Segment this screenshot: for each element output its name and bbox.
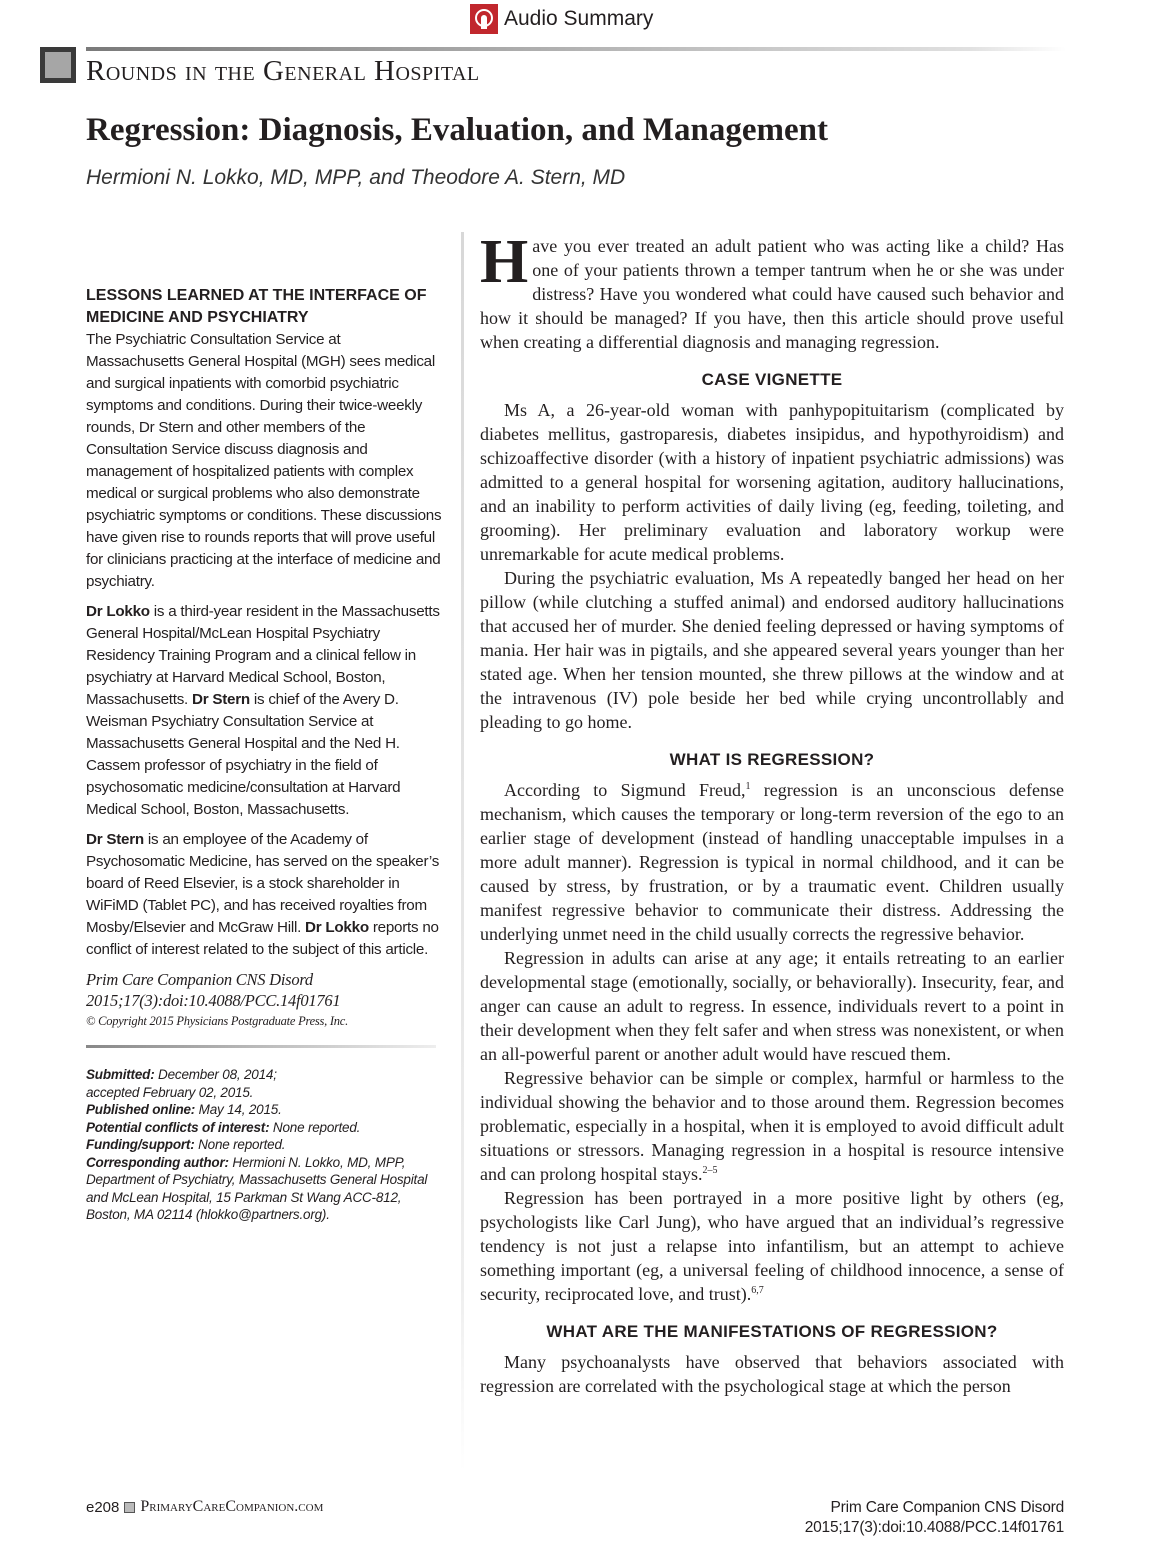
meta-line: accepted February 02, 2015. xyxy=(86,1084,254,1100)
column-divider xyxy=(461,232,464,1472)
meta-line: Submitted: December 08, 2014; xyxy=(86,1067,277,1082)
paragraph: Many psychoanalysts have observed that behaviors associated with regression are correlated with the psychological stage at which the person xyxy=(480,1352,1064,1396)
meta-line: Potential conflicts of interest: None reported. xyxy=(86,1119,361,1135)
footer-journal: Prim Care Companion CNS Disord xyxy=(830,1499,1064,1516)
section-square-icon xyxy=(40,47,76,83)
meta-line: Funding/support: None reported. xyxy=(86,1137,286,1152)
meta-line: Published online: May 14, 2015. xyxy=(86,1102,282,1117)
heading-case-vignette: CASE VIGNETTE xyxy=(701,370,843,389)
citation-line: Prim Care Companion CNS Disord xyxy=(86,970,313,989)
author-bio xyxy=(86,601,442,821)
section-title: Rounds in the General Hospital xyxy=(86,55,480,87)
paragraph: During the psychiatric evaluation, Ms A repeatedly banged her head on her pillow (while clutching a stuffed animal) and endorsed auditory hallucinations that accused her of murder. She denied feeling depressed or having symptoms of mania. Her hair was in pigtails, and she appeared several years younger than her stated age. When her tension mounted, she threw pillows at the window and at the intravenous (IV) pole beside her bed while crying uncontrollably and pleading to go home. xyxy=(480,568,1064,732)
paragraph: Regressive behavior can be simple or complex, harmful or harmless to the individual showing the behavior and to those around them. Regression becomes problematic, especially in a hospital, when it is employed to avoid difficult adult situations or stressors. Managing regression in a hospital is resource intensive and can prolong hospital stays.$^{2-5}$ xyxy=(480,1068,1064,1184)
meta-line: Corresponding author: Hermioni N. Lokko, MD, MPP, Department of Psychiatry, Massachusetts General Hospital and McLean Hospital, 15 Parkman St Wang ACC-812, Boston, MA 02114 (hlokko@partners.org). xyxy=(86,1154,428,1222)
disclosure-name: Dr Stern xyxy=(86,831,144,848)
sidebar-rule xyxy=(86,1045,436,1048)
sidebar-heading: LESSONS LEARNED AT THE INTERFACE OF MEDICINE AND PSYCHIATRY xyxy=(86,287,427,326)
bio-name: Dr Stern xyxy=(191,691,250,708)
citation-line: 2015;17(3):doi:10.4088/PCC.14f01761 xyxy=(86,991,341,1010)
paragraph: Regression in adults can arise at any age; it entails retreating to an earlier developmental stage (emotionally, socially, or behaviorally). Insecurity, fear, and anger can cause an adult to regress. In essence, individuals revert to a point in their development when they felt safer and when stress was nonexistent, or when an all-powerful parent or another adult would have rescued them. xyxy=(480,948,1064,1064)
article-authors: Hermioni N. Lokko, MD, MPP, and Theodore A. Stern, MD xyxy=(86,166,626,189)
sidebar-intro: The Psychiatric Consultation Service at Massachusetts General Hospital (MGH) sees medical and surgical inpatients with comorbid psychiatric symptoms and conditions. During their twice-weekly rounds, Dr Stern and other members of the Consultation Service discuss diagnosis and management of hospitalized patients with complex medical or surgical problems who also demonstrate psychiatric symptoms or conditions. These discussions have given rise to rounds reports that will prove useful for clinicians practicing at the interface of medicine and psychiatry. xyxy=(86,331,442,590)
footer-right xyxy=(805,1498,1064,1538)
heading-what-is-regression: WHAT IS REGRESSION? xyxy=(669,750,875,769)
paragraph: Ms A, a 26-year-old woman with panhypopituitarism (complicated by diabetes mellitus, gastroparesis, diabetes insipidus, and hypothyroidism) and schizoaffective disorder (with a history of inpatient psychiatric admissions) was admitted to a general hospital for worsening agitation, auditory hallucinations, and an inability to perform activities of daily living (eg, feeding, toileting, and grooming). Her preliminary evaluation and laboratory workup were unremarkable for acute medical problems. xyxy=(480,400,1064,564)
bio-text: is a third-year resident in the Massachusetts General Hospital/McLean Hospital Psychiatry Residency Training Program and a clinical fellow in psychiatry at Harvard Medical School, Boston, Massachusetts. xyxy=(86,603,440,708)
disclosure-text: is an employee of the Academy of Psychosomatic Medicine, has served on the speaker’s board of Reed Elsevier, is a stock shareholder in WiFiMD (Tablet PC), and has received royalties from Mosby/Elsevier and McGraw Hill. xyxy=(86,831,440,936)
reference[interactable]: 6,7 xyxy=(751,1285,764,1296)
section-rule xyxy=(86,47,1066,51)
audio-summary-link[interactable] xyxy=(470,4,653,34)
audio-summary-label: Audio Summary xyxy=(504,7,654,30)
article-title: Regression: Diagnosis, Evaluation, and Management xyxy=(86,112,828,148)
footer-doi: 2015;17(3):doi:10.4088/PCC.14f01761 xyxy=(804,1519,1064,1536)
disclosure-text: reports no conflict of interest related to the subject of this article. xyxy=(86,919,439,958)
drop-cap: H xyxy=(480,228,529,296)
bio-name: Dr Lokko xyxy=(86,603,150,620)
article-body xyxy=(480,228,1064,1398)
footer-left xyxy=(86,1498,323,1516)
audio-speaker-icon xyxy=(470,4,498,34)
site-link[interactable]: PrimaryCareCompanion.com xyxy=(140,1498,324,1515)
article-meta xyxy=(86,1066,442,1224)
disclosure xyxy=(86,829,442,961)
copyright: © Copyright 2015 Physicians Postgraduate Press, Inc. xyxy=(86,1014,348,1028)
page-number: e208 xyxy=(86,1498,120,1516)
intro-paragraph: Have you ever treated an adult patient who was acting like a child? Has one of your patients thrown a temper tantrum when he or she was under distress? Have you wondered what could have caused such behavior and how it should be managed? If you have, then this article should prove useful when creating a differential diagnosis and managing regression. xyxy=(480,228,1064,352)
disclosure-name: Dr Lokko xyxy=(305,919,369,936)
paragraph: According to Sigmund Freud,$^1$ regression is an unconscious defense mechanism, which causes the temporary or long-term reversion of the ego to an earlier stage of development (instead of handling unacceptable impulses in a more adult manner). Regression is typical in normal childhood, and it can be caused by stress, by frustration, or by a traumatic event. Children usually manifest regressive behavior to communicate their distress. Addressing the underlying unmet need in the child usually corrects the regressive behavior. xyxy=(480,780,1064,944)
bio-text: is chief of the Avery D. Weisman Psychiatry Consultation Service at Massachusetts General Hospital and the Ned H. Cassem professor of psychiatry in the field of psychosomatic medicine/consultation at Harvard Medical School, Boston, Massachusetts. xyxy=(86,691,401,818)
reference[interactable]: 1 xyxy=(745,781,751,792)
paragraph: Regression has been portrayed in a more positive light by others (eg, psychologists like Carl Jung), who have argued that an individual’s regressive tendency is not just a relapse into infantilism, but an attempt to achieve something important (eg, a universal feeling of childhood innocence, a sense of security, reciprocated love, and trust).$^{6,7}$ xyxy=(480,1188,1064,1304)
square-bullet-icon xyxy=(124,1502,135,1513)
citation xyxy=(86,969,442,1011)
sidebar xyxy=(86,285,442,1224)
heading-manifestations: WHAT ARE THE MANIFESTATIONS OF REGRESSION? xyxy=(546,1322,998,1341)
reference[interactable]: 2–5 xyxy=(702,1165,718,1176)
